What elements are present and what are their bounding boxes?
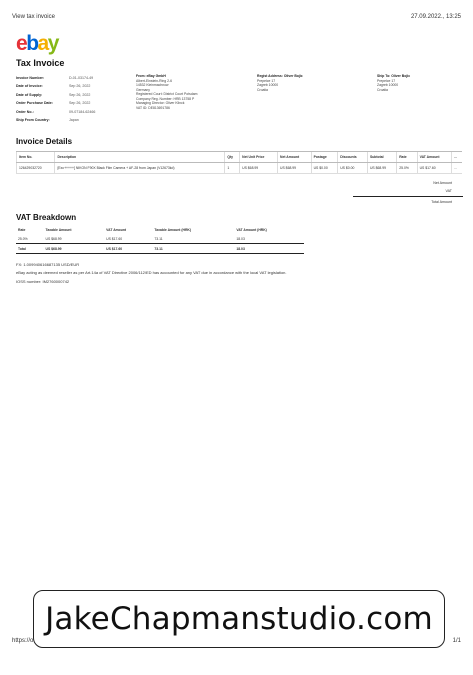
postage-cell: US $0.00 (311, 163, 338, 174)
vat-total-label: VAT (445, 189, 452, 193)
watermark-banner (33, 590, 445, 648)
column-header: VAT Amount (106, 228, 127, 232)
seller-line: Managing Director: Oliver Klinck (136, 101, 185, 105)
registered-line: Prepelce 17 (257, 78, 276, 83)
net-amount-total-label: Net Amount (433, 181, 452, 185)
browser-header-datetime: 27.09.2022., 13:25 (410, 14, 461, 20)
vat-breakdown-table (16, 226, 304, 254)
column-header: Item No. (17, 152, 55, 163)
column-header: Subtotal (367, 152, 396, 163)
ioss-number-note: IOSS number: IM2760000742 (16, 278, 70, 284)
vat-amount-hrk-cell: 18.03 (236, 236, 245, 241)
supply-date-value: Sep 26, 2022 (69, 92, 91, 97)
totals-divider (353, 196, 463, 197)
table-row (16, 234, 304, 244)
column-header: ... (452, 152, 462, 163)
column-header: Postage (311, 152, 338, 163)
ship-to-heading: Ship To: Oliver Bojic (377, 74, 411, 78)
subtotal-cell: US $68.99 (367, 163, 396, 174)
table-total-row (16, 244, 304, 254)
vat-rate-cell: 25.0% (18, 236, 28, 241)
order-number-label: Order No.: (16, 109, 34, 114)
quantity-cell: 1 (225, 163, 240, 174)
total-label-cell: Total (16, 244, 44, 254)
vat-amount-cell: US $17.60 (417, 163, 452, 174)
watermark-text: JakeChapmanstudio.com (45, 601, 433, 637)
logo-letter-y: y (47, 32, 58, 55)
column-header: Description (55, 152, 225, 163)
ship-from-value: Japan (69, 118, 79, 123)
description-cell: [Exc+++++] NIKON F90X Black Film Camera + AF-28 from Japan (V12673kd) (55, 163, 225, 174)
registered-line: Croatia (257, 87, 268, 92)
overflow-cell: ... (452, 163, 462, 174)
seller-line: Registered Court: District Court Potsdam (136, 92, 198, 96)
column-header: Taxable Amount (45, 228, 72, 232)
column-header: Discounts (338, 152, 368, 163)
rate-cell: 25.0% (397, 163, 417, 174)
vat-amount-cell: US $17.60 (106, 236, 123, 241)
supply-date-label: Date of Supply: (16, 92, 43, 97)
invoice-number-label: Invoice Number: (16, 76, 45, 80)
invoice-details-table (16, 151, 462, 174)
total-vat-amount-cell: US $17.60 (104, 244, 152, 254)
ship-to-line: Croatia (377, 87, 388, 92)
column-header: Net Unit Price (240, 152, 278, 163)
seller-address (136, 74, 246, 110)
browser-header-title: View tax invoice (12, 14, 55, 20)
column-header: Taxable Amount (HRK) (154, 228, 191, 232)
seller-line: Germany (136, 87, 150, 92)
column-header: Net Amount (278, 152, 312, 163)
net-unit-price-cell: US $68.99 (240, 163, 278, 174)
document-title: Tax Invoice (16, 58, 65, 68)
footer-url: https://o (12, 638, 34, 644)
seller-line: Albert-Einstein-Ring 2-6 (136, 78, 172, 83)
ebay-logo (16, 33, 58, 54)
ship-to-line: Prepelce 17 (377, 78, 396, 83)
invoice-meta-labels (16, 74, 53, 124)
logo-letter-e: e (16, 32, 27, 55)
table-header-row (16, 226, 304, 234)
total-amount-label: Total Amount (431, 200, 452, 204)
invoice-meta-values (69, 74, 95, 124)
column-header: Qty (225, 152, 240, 163)
seller-line: Company Reg. Number: HRB 13758 P (136, 96, 195, 101)
total-taxable-amount-hrk-cell: 73.11 (152, 244, 234, 254)
registered-address (257, 74, 357, 92)
taxable-amount-hrk-cell: 73.11 (154, 236, 163, 241)
purchase-date-label: Order Purchase Date: (16, 101, 53, 106)
table-header-row (17, 152, 463, 163)
footer-page-number: 1/1 (452, 638, 461, 644)
column-header: VAT Amount (417, 152, 452, 163)
vat-statement-note: eBay acting as deemed reseller as per Art.14a of VAT Directive 2006/112/ED has accounted for any VAT due in accordance with the local VAT legislation. (16, 270, 287, 276)
fx-rate-note: FX: 1.009940616687135 USD/EUR (16, 262, 80, 267)
column-header: Rate (18, 228, 26, 232)
registered-line: Zagreb 10000 (257, 83, 279, 87)
table-row (17, 163, 463, 174)
ship-to-address (377, 74, 457, 92)
vat-breakdown-title: VAT Breakdown (16, 213, 77, 222)
invoice-date-value: Sep 26, 2022 (69, 84, 91, 89)
registered-heading: Regist Address: Oliver Bojic (257, 74, 303, 78)
total-vat-amount-hrk-cell: 18.03 (234, 244, 304, 254)
seller-line: VAT ID: DE813691786 (136, 105, 170, 110)
net-amount-cell: US $68.99 (278, 163, 312, 174)
item-number-cell: 126429032720 (17, 163, 55, 174)
seller-heading: From: eBay GmbH (136, 74, 166, 78)
total-taxable-amount-cell: US $68.99 (44, 244, 105, 254)
purchase-date-value: Sep 26, 2022 (69, 101, 91, 106)
taxable-amount-cell: US $68.99 (45, 236, 62, 241)
column-header: VAT Amount (HRK) (236, 228, 267, 232)
discounts-cell: US $0.00 (338, 163, 368, 174)
invoice-number-value: D-01-03174-49 (69, 76, 94, 80)
ship-from-label: Ship From Country: (16, 118, 50, 123)
order-number-value: 09-07184-62466 (69, 109, 96, 114)
invoice-date-label: Date of Invoice: (16, 84, 43, 89)
invoice-notes (16, 262, 306, 284)
column-header: Rate (397, 152, 417, 163)
logo-letter-a: a (37, 32, 48, 55)
logo-letter-b: b (26, 32, 38, 55)
invoice-details-title: Invoice Details (16, 137, 73, 146)
ship-to-line: Zagreb 10000 (377, 83, 399, 87)
seller-line: 14532 Kleinmachnow (136, 83, 169, 87)
